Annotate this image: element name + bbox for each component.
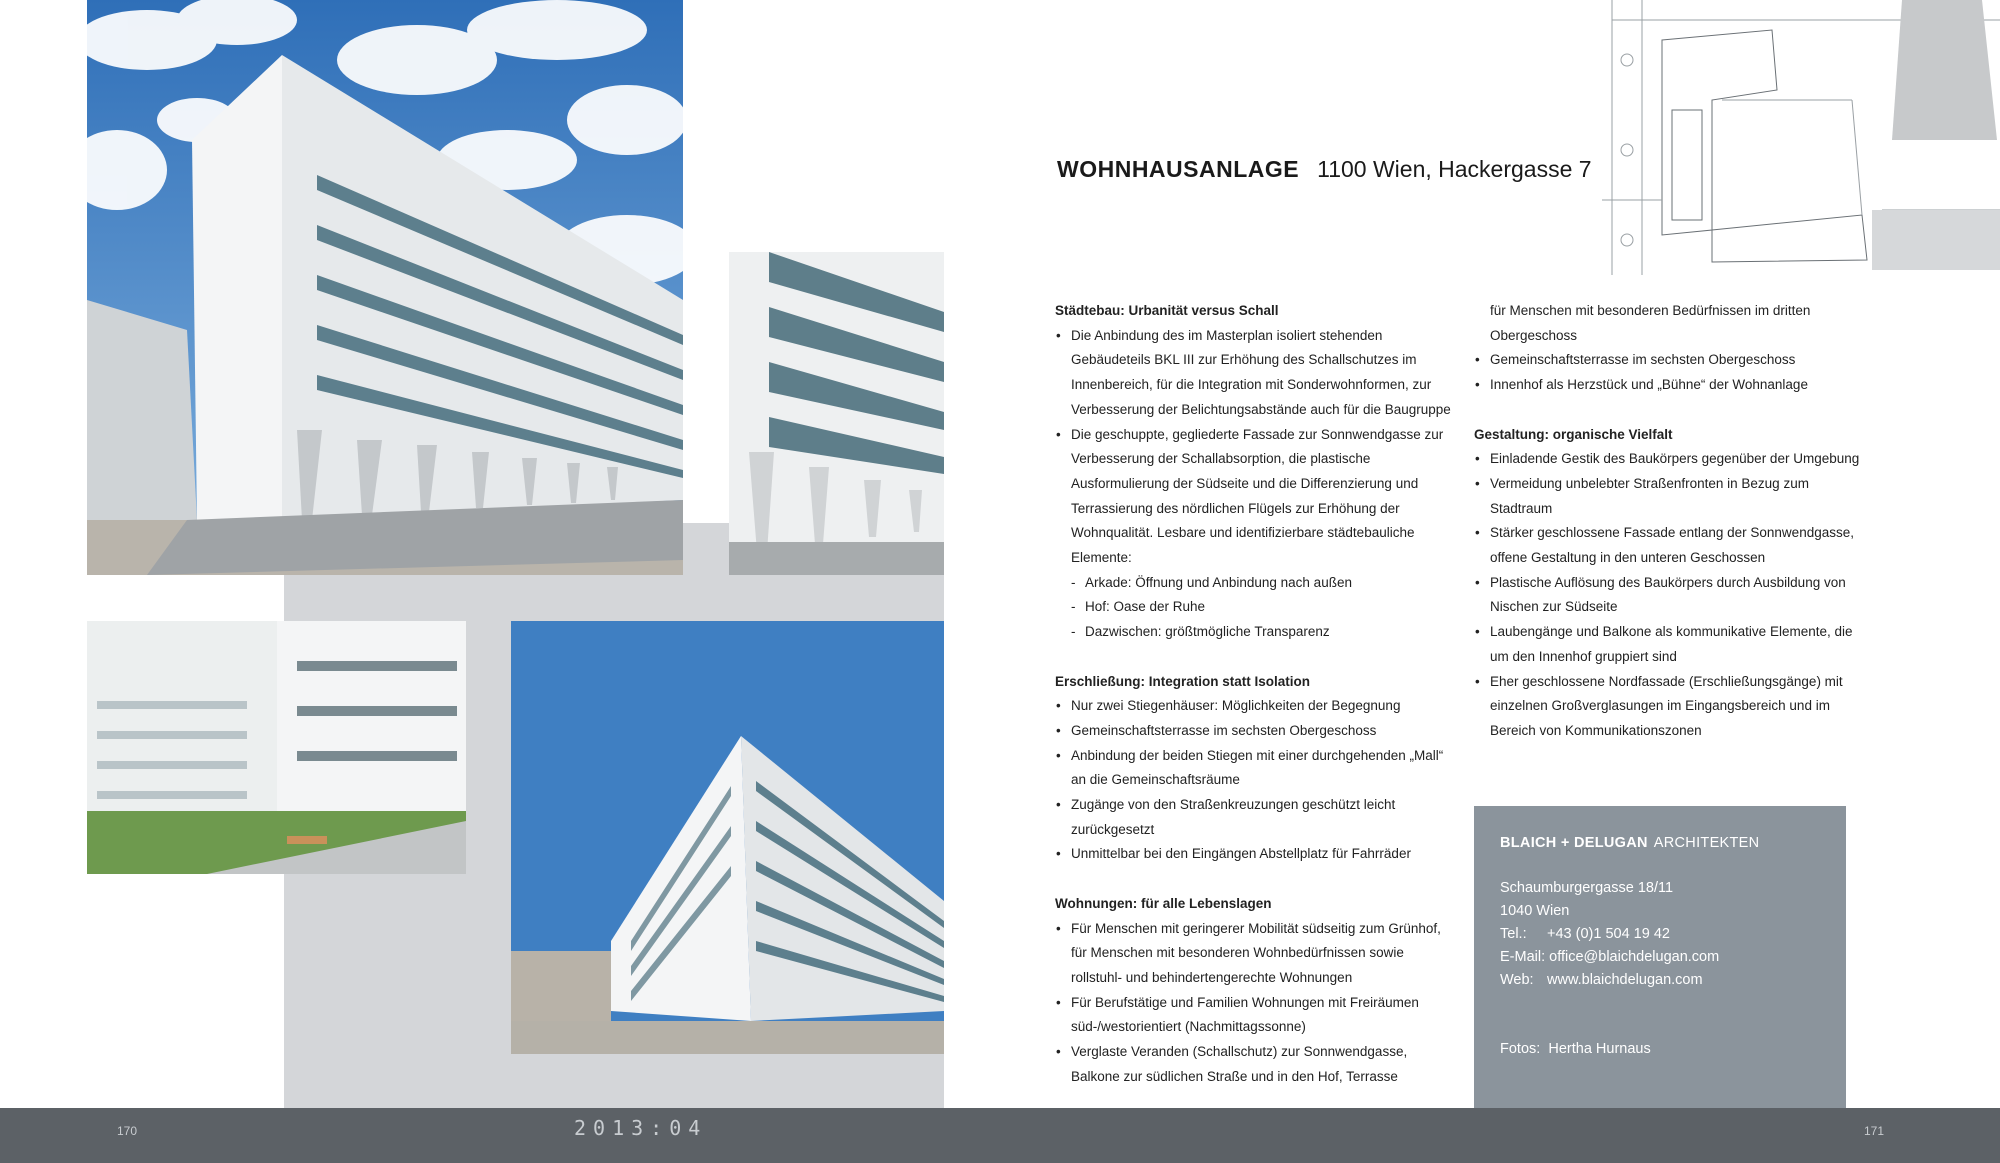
sub-list-item: - Arkade: Öffnung und Anbindung nach außen [1055, 571, 1455, 596]
page-number-right: 171 [1864, 1124, 1885, 1138]
list-item: • Laubengänge und Balkone als kommunikative Elemente, die um den Innenhof gruppiert sind [1474, 620, 1874, 669]
street-address: Schaumburgergasse 18/11 [1500, 880, 1674, 896]
sub-list-item: - Hof: Oase der Ruhe [1055, 595, 1455, 620]
section-heading: Erschließung: Integration statt Isolation [1055, 673, 1311, 689]
page-title [1057, 156, 1592, 183]
city: 1040 Wien [1500, 903, 1570, 919]
list-item: • Vermeidung unbelebter Straßenfronten in Bezug zum Stadtraum [1474, 472, 1874, 521]
section-heading: Gestaltung: organische Vielfalt [1474, 426, 1673, 442]
photo-building-corner [511, 621, 944, 1054]
issue-number: 2013:04 [574, 1116, 708, 1140]
list-item: • Die Anbindung des im Masterplan isoliert stehenden Gebäudeteils BKL III zur Erhöhung des Schallschutzes im Innenbereich, für die Integration mit Sonderwohnformen, zur Verbesserung der Belichtungsabstände auch für die Baugruppe [1055, 324, 1455, 423]
list-item: • Gemeinschaftsterrasse im sechsten Obergeschoss [1474, 348, 1874, 373]
list-item: • Für Menschen mit geringerer Mobilität südseitig zum Grünhof, für Menschen mit besonderen Wohnbedürfnissen sowie rollstuhl- und behindertengerechte Wohnungen [1055, 917, 1455, 991]
list-item: • Eher geschlossene Nordfassade (Erschließungsgänge) mit einzelnen Großverglasungen im Eingangsbereich und im Bereich von Kommunikationszonen [1474, 670, 1874, 744]
photo-main-building [87, 0, 683, 575]
list-item: • Einladende Gestik des Baukörpers gegenüber der Umgebung [1474, 447, 1874, 472]
firm-name: BLAICH + DELUGAN [1500, 835, 1648, 851]
tel-label: Tel.: [1500, 926, 1527, 942]
list-item: • Unmittelbar bei den Eingängen Abstellplatz für Fahrräder [1055, 842, 1455, 867]
list-item: • Die geschuppte, gegliederte Fassade zur Sonnwendgasse zur Verbesserung der Schallabsorption, die plastische Ausformulierung der Südseite und die Differenzierung und Terrassierung des nördlichen Flügels zur Erhöhung der Wohnqualität. Lesbare und identifizierbare städtebauliche Elemente: [1055, 423, 1455, 571]
photo-facade-detail [729, 252, 944, 575]
page-number-left: 170 [117, 1124, 138, 1138]
list-item: • Stärker geschlossene Fassade entlang der Sonnwendgasse, offene Gestaltung in den unteren Geschossen [1474, 521, 1874, 570]
photographer: Hertha Hurnaus [1548, 1041, 1651, 1057]
footer-bar [0, 1108, 2000, 1163]
continued-text: für Menschen mit besonderen Bedürfnissen im dritten Obergeschoss [1490, 303, 1811, 343]
list-item: • Nur zwei Stiegenhäuser: Möglichkeiten der Begegnung [1055, 694, 1455, 719]
list-item: • Gemeinschaftsterrasse im sechsten Obergeschoss [1055, 719, 1455, 744]
list-item: • Verglaste Veranden (Schallschutz) zur Sonnwendgasse, Balkone zur südlichen Straße und in den Hof, Terrasse [1055, 1040, 1455, 1089]
section-heading: Städtebau: Urbanität versus Schall [1055, 303, 1279, 318]
photos-label: Fotos: [1500, 1041, 1541, 1057]
project-title: WOHNHAUSANLAGE [1057, 156, 1300, 182]
email-label: E-Mail: [1500, 949, 1546, 965]
sub-list-item: - Dazwischen: größtmögliche Transparenz [1055, 620, 1455, 645]
section-heading: Wohnungen: für alle Lebenslagen [1055, 895, 1272, 911]
web-link[interactable]: www.blaichdelugan.com [1547, 972, 1703, 988]
project-address: 1100 Wien, Hackergasse 7 [1317, 156, 1592, 182]
list-item: • Innenhof als Herzstück und „Bühne“ der Wohnanlage [1474, 373, 1874, 398]
email-address[interactable]: office@blaichdelugan.com [1549, 949, 1720, 965]
list-item: • Für Berufstätige und Familien Wohnungen mit Freiräumen süd-/westorientiert (Nachmittagssonne) [1055, 991, 1455, 1040]
tel-number: +43 (0)1 504 19 42 [1547, 926, 1670, 942]
list-item: • Zugänge von den Straßenkreuzungen geschützt leicht zurückgesetzt [1055, 793, 1455, 842]
text-column-right [1474, 299, 1874, 744]
text-column-left [1055, 299, 1455, 1089]
list-item: • Anbindung der beiden Stiegen mit einer durchgehenden „Mall“ an die Gemeinschaftsräume [1055, 744, 1455, 793]
firm-subtitle: ARCHITEKTEN [1653, 835, 1760, 851]
site-plan-drawing [1602, 0, 2000, 275]
list-item: • Plastische Auflösung des Baukörpers durch Ausbildung von Nischen zur Südseite [1474, 571, 1874, 620]
photo-courtyard [87, 621, 466, 874]
web-label: Web: [1500, 972, 1534, 988]
